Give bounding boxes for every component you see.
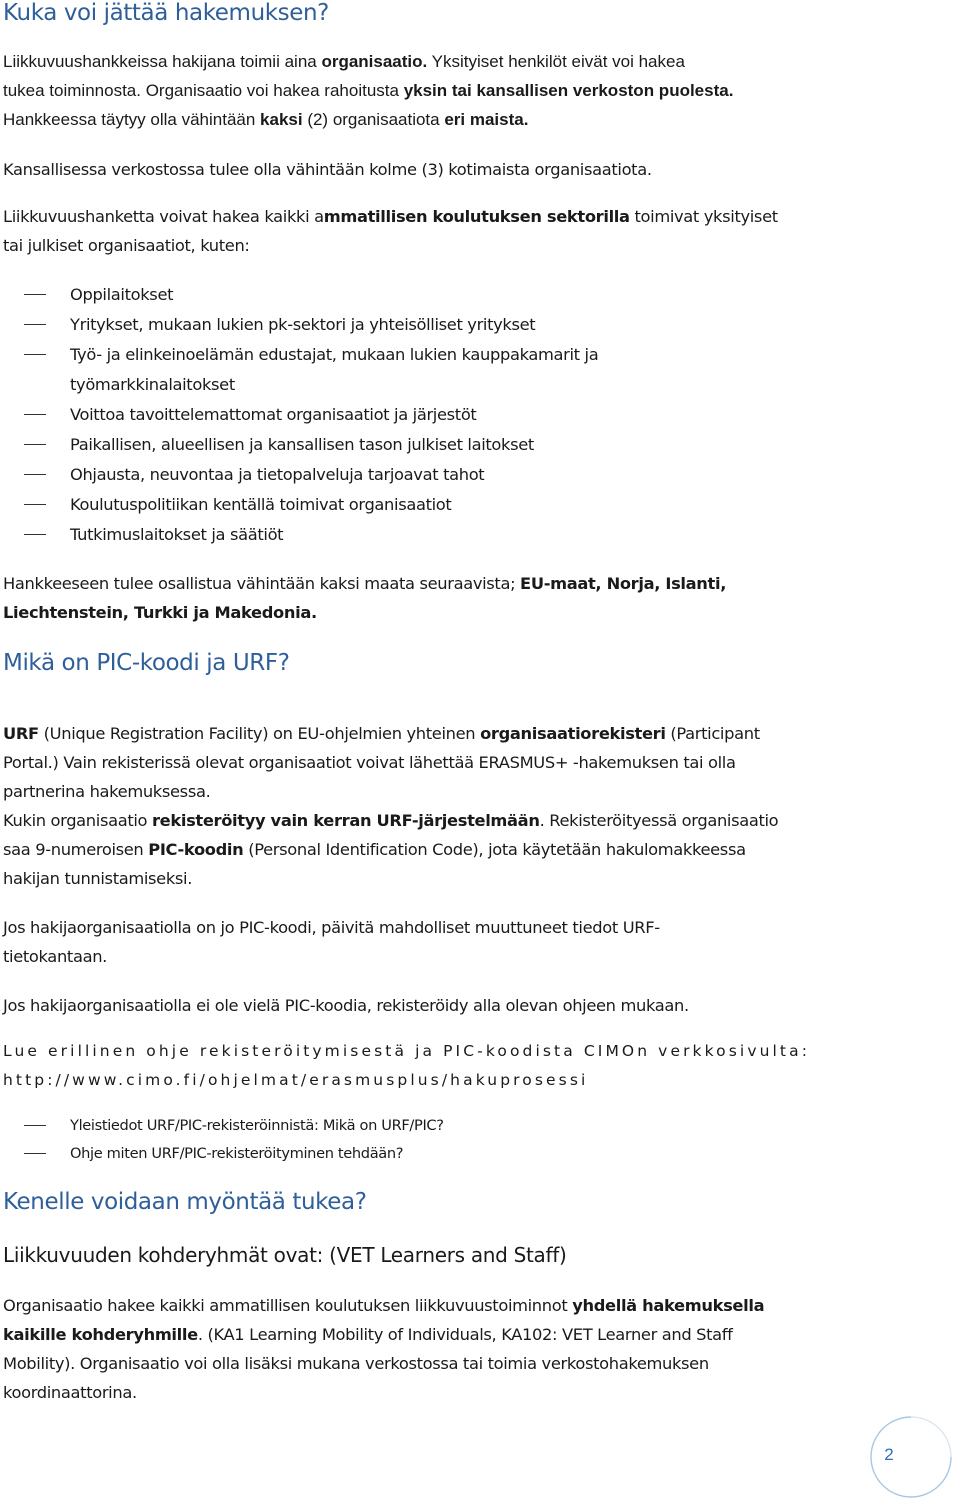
list-item-label: Paikallisen, alueellisen ja kansallisen tason julkiset laitokset	[70, 435, 534, 454]
paragraph-single-application	[3, 1291, 943, 1407]
list-item	[0, 460, 598, 490]
text-line: Hankkeessa täytyy olla vähintään kaksi (2) organisaatiota eri maista.	[3, 110, 529, 129]
dash-bullet-icon	[24, 354, 46, 355]
text-line: Liikkuvuushankkeissa hakijana toimii aina organisaatio. Yksityiset henkilöt eivät voi hakea	[3, 52, 685, 71]
eligible-organisations-list	[0, 280, 598, 550]
list-item	[0, 490, 598, 520]
bold-text: URF	[3, 724, 39, 743]
text-line: Mobility). Organisaatio voi olla lisäksi mukana verkostossa tai toimia verkostohakemuksen	[3, 1354, 709, 1373]
list-item	[0, 370, 598, 400]
text-line: Kukin organisaatio rekisteröityy vain kerran URF-järjestelmään. Rekisteröityessä organisaatio	[3, 811, 779, 830]
bold-text: rekisteröityy vain kerran URF-järjestelmään	[151, 811, 540, 830]
list-item	[0, 340, 598, 370]
text-line: partnerina hakemuksessa.	[3, 782, 211, 801]
dash-bullet-icon	[24, 294, 46, 295]
bold-text: eri maista.	[444, 110, 529, 129]
bold-text: kaikille kohderyhmille	[3, 1325, 198, 1344]
bold-text: mmatillisen koulutuksen sektorilla	[323, 207, 630, 226]
list-item	[0, 400, 598, 430]
list-item-label: Työ- ja elinkeinoelämän edustajat, mukaan lukien kauppakamarit ja	[70, 345, 599, 364]
bold-text: yksin tai kansallisen verkoston puolesta.	[403, 81, 734, 100]
list-item-label: Tutkimuslaitokset ja säätiöt	[70, 525, 284, 544]
dash-bullet-icon	[24, 1125, 46, 1126]
list-item-label: Ohje miten URF/PIC-rekisteröityminen tehdään?	[70, 1145, 404, 1162]
dash-bullet-icon	[24, 534, 46, 535]
list-item-label: Yritykset, mukaan lukien pk-sektori ja yhteisölliset yritykset	[70, 315, 536, 334]
cimo-instructions-text: Lue erillinen ohje rekisteröitymisestä ja PIC-koodista CIMOn verkkosivulta:	[3, 1042, 811, 1060]
dash-bullet-icon	[24, 414, 46, 415]
page-number-badge	[869, 1415, 953, 1499]
paragraph-national-network: Kansallisessa verkostossa tulee olla vähintään kolme (3) kotimaista organisaatiota.	[3, 160, 652, 179]
text-line: koordinaattorina.	[3, 1383, 137, 1402]
bold-text: PIC-koodin	[148, 840, 244, 859]
list-item	[0, 430, 598, 460]
text-line: URF (Unique Registration Facility) on EU-ohjelmien yhteinen organisaatiorekisteri (Participant	[3, 724, 760, 743]
list-item-label: työmarkkinalaitokset	[70, 375, 235, 394]
list-item-label: Koulutuspolitiikan kentällä toimivat organisaatiot	[70, 495, 452, 514]
bold-text: EU-maat, Norja, Islanti,	[520, 574, 727, 593]
heading-pic-and-urf: Mikä on PIC-koodi ja URF?	[3, 650, 290, 676]
text-line: hakijan tunnistamiseksi.	[3, 869, 193, 888]
list-item	[0, 280, 598, 310]
list-item	[0, 1140, 444, 1168]
paragraph-participating-countries	[3, 569, 943, 627]
list-item	[0, 1112, 444, 1140]
bold-text: organisaatiorekisteri	[480, 724, 666, 743]
list-item-label: Voittoa tavoittelemattomat organisaatiot ja järjestöt	[70, 405, 477, 424]
list-item-label: Oppilaitokset	[70, 285, 174, 304]
text-line: Jos hakijaorganisaatiolla on jo PIC-koodi, päivitä mahdolliset muuttuneet tiedot URF-	[3, 918, 660, 937]
paragraph-applicant-organisation	[3, 47, 943, 134]
paragraph-register-pic: Jos hakijaorganisaatiolla ei ole vielä PIC-koodia, rekisteröidy alla olevan ohjeen mukaan.	[3, 996, 689, 1015]
paragraph-existing-pic	[3, 913, 943, 971]
text-line: tietokantaan.	[3, 947, 107, 966]
paragraph-eligible-organisations	[3, 202, 943, 260]
list-item-label: Ohjausta, neuvontaa ja tietopalveluja tarjoavat tahot	[70, 465, 485, 484]
dash-bullet-icon	[24, 324, 46, 325]
dash-bullet-icon	[24, 444, 46, 445]
dash-bullet-icon	[24, 1153, 46, 1154]
text-line: Portal.) Vain rekisterissä olevat organisaatiot voivat lähettää ERASMUS+ -hakemuksen tai olla	[3, 753, 736, 772]
text-line: Hankkeeseen tulee osallistua vähintään kaksi maata seuraavista; EU-maat, Norja, Islanti,	[3, 574, 727, 593]
cimo-instructions-link[interactable]: http://www.cimo.fi/ohjelmat/erasmusplus/hakuprosessi	[3, 1071, 589, 1089]
dash-bullet-icon	[24, 474, 46, 475]
text-line: kaikille kohderyhmille. (KA1 Learning Mobility of Individuals, KA102: VET Learner and Staff	[3, 1325, 733, 1344]
text-line	[3, 598, 943, 627]
text-line: Organisaatio hakee kaikki ammatillisen koulutuksen liikkuvuustoiminnot yhdellä hakemuksella	[3, 1296, 765, 1315]
text-line: saa 9-numeroisen PIC-koodin (Personal Identification Code), jota käytetään hakulomakkeessa	[3, 840, 746, 859]
bold-text: yhdellä hakemuksella	[572, 1296, 765, 1315]
text-line: tukea toiminnosta. Organisaatio voi hakea rahoitusta yksin tai kansallisen verkoston puolesta.	[3, 81, 734, 100]
text-line: tai julkiset organisaatiot, kuten:	[3, 236, 250, 255]
urf-pic-links-list	[0, 1112, 444, 1168]
list-item	[0, 310, 598, 340]
heading-who-can-apply: Kuka voi jättää hakemuksen?	[3, 0, 329, 26]
bold-text: Liechtenstein, Turkki ja Makedonia.	[3, 603, 317, 622]
paragraph-urf-description	[3, 719, 943, 893]
list-item-label: Yleistiedot URF/PIC-rekisteröinnistä: Mikä on URF/PIC?	[70, 1117, 444, 1134]
subheading-target-groups: Liikkuvuuden kohderyhmät ovat: (VET Learners and Staff)	[3, 1243, 567, 1267]
heading-who-receives-grant: Kenelle voidaan myöntää tukea?	[3, 1189, 367, 1215]
text-line: Liikkuvuushanketta voivat hakea kaikki ammatillisen koulutuksen sektorilla toimivat yksityiset	[3, 207, 778, 226]
list-item	[0, 520, 598, 550]
page-number: 2	[884, 1445, 894, 1464]
bold-text: kaksi	[260, 110, 303, 129]
dash-bullet-icon	[24, 504, 46, 505]
bold-text: organisaatio.	[321, 52, 428, 71]
